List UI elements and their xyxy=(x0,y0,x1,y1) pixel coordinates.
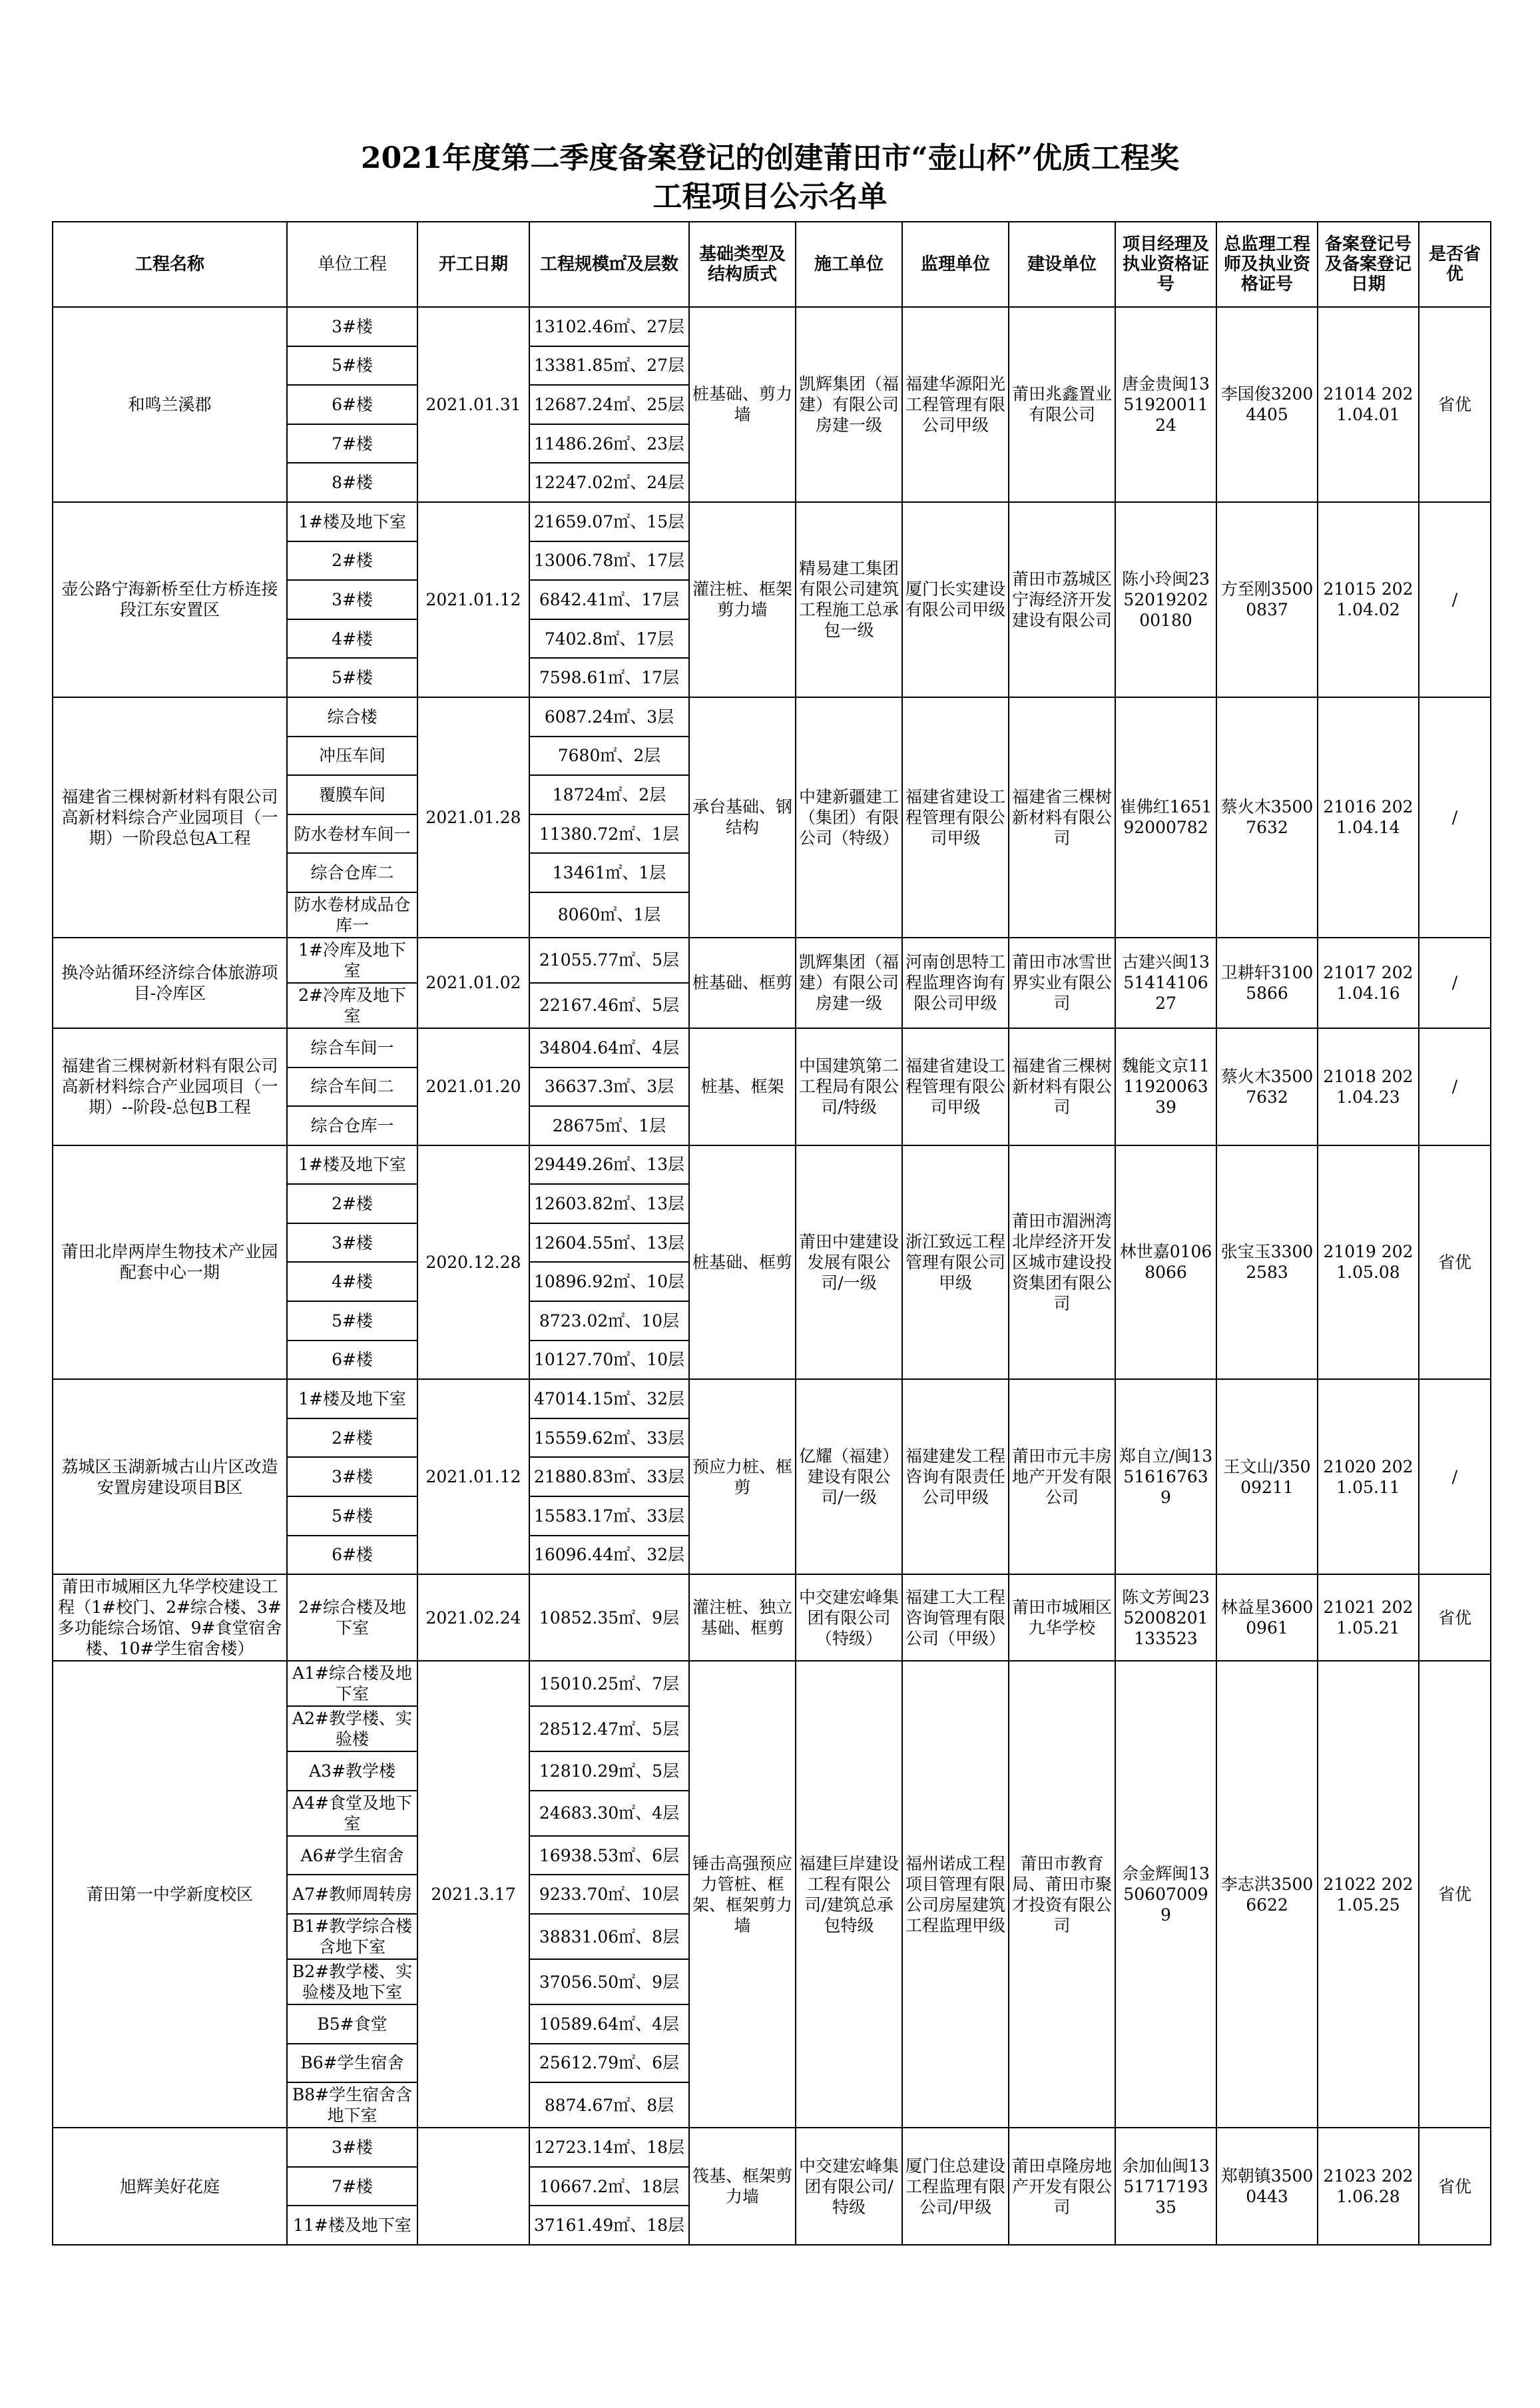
start-date: 2021.3.17 xyxy=(417,1661,529,2128)
builder: 中交建宏峰集团有限公司（特级） xyxy=(796,1574,902,1661)
unit-name: 5#楼 xyxy=(287,1301,417,1341)
table-row xyxy=(53,502,1491,541)
unit-scale: 37161.49㎡、18层 xyxy=(529,2206,689,2245)
unit-name: 综合仓库一 xyxy=(287,1106,417,1145)
supervisor: 福建省建设工程管理有限公司甲级 xyxy=(902,1028,1009,1145)
unit-name: 5#楼 xyxy=(287,658,417,697)
unit-scale: 18724㎡、2层 xyxy=(529,775,689,814)
provincial-award: / xyxy=(1419,1028,1491,1145)
registration: 21023 2021.06.28 xyxy=(1318,2128,1419,2245)
unit-scale: 38831.06㎡、8层 xyxy=(529,1914,689,1959)
project-name: 莆田北岸两岸生物技术产业园配套中心一期 xyxy=(53,1145,287,1380)
builder: 中建新疆建工（集团）有限公司（特级） xyxy=(796,697,902,938)
unit-scale: 10589.64㎡、4层 xyxy=(529,2004,689,2044)
unit-scale: 11380.72㎡、1层 xyxy=(529,814,689,854)
project-manager: 魏能文京111192006339 xyxy=(1115,1028,1216,1145)
unit-scale: 7402.8㎡、17层 xyxy=(529,619,689,659)
unit-name: 2#综合楼及地下室 xyxy=(287,1574,417,1661)
registration: 21016 2021.04.14 xyxy=(1318,697,1419,938)
foundation-type: 灌注桩、独立基础、框剪 xyxy=(689,1574,796,1661)
header-row xyxy=(53,222,1491,307)
unit-scale: 10852.35㎡、9层 xyxy=(529,1574,689,1661)
owner: 福建省三棵树新材料有限公司 xyxy=(1009,697,1115,938)
start-date: 2021.01.02 xyxy=(417,938,529,1028)
unit-scale: 16938.53㎡、6层 xyxy=(529,1836,689,1875)
table-row xyxy=(53,2128,1491,2167)
unit-scale: 36637.3㎡、3层 xyxy=(529,1067,689,1107)
unit-scale: 13461㎡、1层 xyxy=(529,853,689,892)
unit-scale: 10896.92㎡、10层 xyxy=(529,1262,689,1301)
table-row xyxy=(53,1661,1491,1706)
header-registration: 备案登记号及备案登记日期 xyxy=(1318,222,1419,307)
chief-supervisor: 蔡火木35007632 xyxy=(1216,697,1318,938)
project-name: 旭辉美好花庭 xyxy=(53,2128,287,2245)
builder: 中国建筑第二工程局有限公司/特级 xyxy=(796,1028,902,1145)
unit-scale: 12687.24㎡、25层 xyxy=(529,385,689,424)
supervisor: 厦门住总建设工程监理有限公司/甲级 xyxy=(902,2128,1009,2245)
unit-name: 11#楼及地下室 xyxy=(287,2206,417,2245)
unit-name: 7#楼 xyxy=(287,2167,417,2206)
unit-scale: 21055.77㎡、5层 xyxy=(529,938,689,983)
page-title-line1: 2021年度第二季度备案登记的创建莆田市“壶山杯”优质工程奖 xyxy=(360,141,1180,175)
unit-scale: 21659.07㎡、15层 xyxy=(529,502,689,541)
header-start-date: 开工日期 xyxy=(417,222,529,307)
project-manager: 郑自立/闽13516167639 xyxy=(1115,1379,1216,1574)
unit-name: 6#楼 xyxy=(287,385,417,424)
provincial-award: 省优 xyxy=(1419,1145,1491,1380)
chief-supervisor: 郑朝镇35000443 xyxy=(1216,2128,1318,2245)
provincial-award: / xyxy=(1419,697,1491,938)
unit-scale: 15010.25㎡、7层 xyxy=(529,1661,689,1706)
builder: 凯辉集团（福建）有限公司 房建一级 xyxy=(796,938,902,1028)
unit-name: B2#教学楼、实验楼及地下室 xyxy=(287,1959,417,2004)
project-manager: 余加仙闽135171719335 xyxy=(1115,2128,1216,2245)
project-name: 福建省三棵树新材料有限公司高新材料综合产业园项目（一期）--阶段-总包B工程 xyxy=(53,1028,287,1145)
unit-name: 1#冷库及地下室 xyxy=(287,938,417,983)
chief-supervisor: 王文山/35009211 xyxy=(1216,1379,1318,1574)
header-project-manager: 项目经理及执业资格证号 xyxy=(1115,222,1216,307)
start-date: 2021.01.12 xyxy=(417,502,529,697)
unit-name: 5#楼 xyxy=(287,1496,417,1536)
project-manager: 古建兴闽135141410627 xyxy=(1115,938,1216,1028)
unit-name: A4#食堂及地下室 xyxy=(287,1791,417,1836)
header-provincial-award: 是否省优 xyxy=(1419,222,1491,307)
unit-scale: 8874.67㎡、8层 xyxy=(529,2082,689,2128)
unit-scale: 8060㎡、1层 xyxy=(529,892,689,938)
unit-scale: 34804.64㎡、4层 xyxy=(529,1028,689,1067)
project-manager: 唐金贵闽135192001124 xyxy=(1115,307,1216,502)
unit-name: A7#教师周转房 xyxy=(287,1875,417,1914)
project-manager: 林世嘉01068066 xyxy=(1115,1145,1216,1380)
project-manager: 陈小玲闽235201920200180 xyxy=(1115,502,1216,697)
project-name: 福建省三棵树新材料有限公司高新材料综合产业园项目（一期）一阶段总包A工程 xyxy=(53,697,287,938)
project-name: 壶公路宁海新桥至仕方桥连接段江东安置区 xyxy=(53,502,287,697)
unit-name: 3#楼 xyxy=(287,580,417,619)
unit-scale: 21880.83㎡、33层 xyxy=(529,1457,689,1496)
project-manager: 陈文芳闽2352008201133523 xyxy=(1115,1574,1216,1661)
builder: 莆田中建建设发展有限公司/一级 xyxy=(796,1145,902,1380)
unit-name: 3#楼 xyxy=(287,2128,417,2167)
unit-name: 8#楼 xyxy=(287,463,417,502)
header-project-name: 工程名称 xyxy=(53,222,287,307)
unit-name: 防水卷材车间一 xyxy=(287,814,417,854)
owner: 莆田兆鑫置业有限公司 xyxy=(1009,307,1115,502)
foundation-type: 桩基础、框剪 xyxy=(689,938,796,1028)
unit-scale: 16096.44㎡、32层 xyxy=(529,1536,689,1575)
table-row xyxy=(53,1145,1491,1185)
header-unit: 单位工程 xyxy=(287,222,417,307)
owner: 莆田市湄洲湾北岸经济开发区城市建设投资集团有限公司 xyxy=(1009,1145,1115,1380)
start-date: 2020.12.28 xyxy=(417,1145,529,1380)
unit-scale: 25612.79㎡、6层 xyxy=(529,2044,689,2083)
unit-name: 覆膜车间 xyxy=(287,775,417,814)
registration: 21019 2021.05.08 xyxy=(1318,1145,1419,1380)
unit-name: 2#楼 xyxy=(287,1418,417,1458)
registration: 21017 2021.04.16 xyxy=(1318,938,1419,1028)
foundation-type: 桩基础、剪力墙 xyxy=(689,307,796,502)
provincial-award: / xyxy=(1419,502,1491,697)
builder: 精易建工集团有限公司建筑工程施工总承包一级 xyxy=(796,502,902,697)
unit-scale: 15559.62㎡、33层 xyxy=(529,1418,689,1458)
header-supervisor: 监理单位 xyxy=(902,222,1009,307)
unit-scale: 13381.85㎡、27层 xyxy=(529,346,689,386)
start-date: 2021.01.20 xyxy=(417,1028,529,1145)
foundation-type: 筏基、框架剪力墙 xyxy=(689,2128,796,2245)
foundation-type: 桩基础、框剪 xyxy=(689,1145,796,1380)
unit-scale: 15583.17㎡、33层 xyxy=(529,1496,689,1536)
table-row xyxy=(53,1379,1491,1418)
chief-supervisor: 方至刚35000837 xyxy=(1216,502,1318,697)
unit-scale: 12247.02㎡、24层 xyxy=(529,463,689,502)
unit-scale: 28675㎡、1层 xyxy=(529,1106,689,1145)
unit-name: 1#楼及地下室 xyxy=(287,502,417,541)
builder: 福建巨岸建设工程有限公司/建筑总承包特级 xyxy=(796,1661,902,2128)
builder: 中交建宏峰集团有限公司/特级 xyxy=(796,2128,902,2245)
unit-name: B8#学生宿舍含地下室 xyxy=(287,2082,417,2128)
owner: 莆田卓隆房地产开发有限公司 xyxy=(1009,2128,1115,2245)
chief-supervisor: 李国俊32004405 xyxy=(1216,307,1318,502)
unit-name: A3#教学楼 xyxy=(287,1751,417,1791)
unit-name: A6#学生宿舍 xyxy=(287,1836,417,1875)
start-date: 2021.02.24 xyxy=(417,1574,529,1661)
foundation-type: 桩基、框架 xyxy=(689,1028,796,1145)
table-row xyxy=(53,938,1491,983)
project-manager: 崔佛红165192000782 xyxy=(1115,697,1216,938)
supervisor: 福建华源阳光工程管理有限公司甲级 xyxy=(902,307,1009,502)
table-row xyxy=(53,307,1491,346)
supervisor: 福建建发工程咨询有限责任公司甲级 xyxy=(902,1379,1009,1574)
builder: 凯辉集团（福建）有限公司 房建一级 xyxy=(796,307,902,502)
unit-name: 7#楼 xyxy=(287,424,417,463)
unit-name: A1#综合楼及地下室 xyxy=(287,1661,417,1706)
unit-scale: 9233.70㎡、10层 xyxy=(529,1875,689,1914)
unit-name: 4#楼 xyxy=(287,1262,417,1301)
project-name: 荔城区玉湖新城古山片区改造安置房建设项目B区 xyxy=(53,1379,287,1574)
unit-name: 综合车间一 xyxy=(287,1028,417,1067)
unit-scale: 13006.78㎡、17层 xyxy=(529,541,689,581)
owner: 莆田市教育局、莆田市聚才投资有限公司 xyxy=(1009,1661,1115,2128)
table-body xyxy=(53,307,1491,2245)
registration: 21021 2021.05.21 xyxy=(1318,1574,1419,1661)
foundation-type: 预应力桩、框剪 xyxy=(689,1379,796,1574)
start-date: 2021.01.31 xyxy=(417,307,529,502)
unit-name: 冲压车间 xyxy=(287,737,417,776)
project-name: 和鸣兰溪郡 xyxy=(53,307,287,502)
unit-name: 2#楼 xyxy=(287,541,417,581)
unit-name: 综合楼 xyxy=(287,697,417,737)
unit-scale: 10667.2㎡、18层 xyxy=(529,2167,689,2206)
unit-scale: 7598.61㎡、17层 xyxy=(529,658,689,697)
table-row xyxy=(53,1574,1491,1661)
unit-scale: 8723.02㎡、10层 xyxy=(529,1301,689,1341)
owner: 莆田市荔城区宁海经济开发建设有限公司 xyxy=(1009,502,1115,697)
supervisor: 厦门长实建设有限公司甲级 xyxy=(902,502,1009,697)
supervisor: 福建省建设工程管理有限公司甲级 xyxy=(902,697,1009,938)
unit-scale: 22167.46㎡、5层 xyxy=(529,983,689,1028)
chief-supervisor: 林益星36000961 xyxy=(1216,1574,1318,1661)
project-table xyxy=(52,221,1491,2246)
unit-name: 5#楼 xyxy=(287,346,417,386)
unit-name: 2#冷库及地下室 xyxy=(287,983,417,1028)
supervisor: 福州诺成工程项目管理有限公司房屋建筑工程监理甲级 xyxy=(902,1661,1009,2128)
chief-supervisor: 卫耕轩31005866 xyxy=(1216,938,1318,1028)
header-builder: 施工单位 xyxy=(796,222,902,307)
chief-supervisor: 李志洪35006622 xyxy=(1216,1661,1318,2128)
unit-name: 3#楼 xyxy=(287,1223,417,1263)
unit-scale: 7680㎡、2层 xyxy=(529,737,689,776)
header-owner: 建设单位 xyxy=(1009,222,1115,307)
project-name: 莆田市城厢区九华学校建设工程（1#校门、2#综合楼、3#多功能综合场馆、9#食堂宿舍楼、10#学生宿舍楼） xyxy=(53,1574,287,1661)
unit-scale: 28512.47㎡、5层 xyxy=(529,1706,689,1751)
start-date: 2021.01.28 xyxy=(417,697,529,938)
unit-name: B6#学生宿舍 xyxy=(287,2044,417,2083)
header-chief-supervisor: 总监理工程师及执业资格证号 xyxy=(1216,222,1318,307)
unit-scale: 6842.41㎡、17层 xyxy=(529,580,689,619)
supervisor: 福建工大工程咨询管理有限公司（甲级） xyxy=(902,1574,1009,1661)
foundation-type: 锤击高强预应力管桩、框架、框架剪力墙 xyxy=(689,1661,796,2128)
provincial-award: / xyxy=(1419,1379,1491,1574)
owner: 莆田市冰雪世界实业有限公司 xyxy=(1009,938,1115,1028)
unit-name: 6#楼 xyxy=(287,1536,417,1575)
chief-supervisor: 蔡火木35007632 xyxy=(1216,1028,1318,1145)
project-manager: 佘金辉闽13506070099 xyxy=(1115,1661,1216,2128)
unit-scale: 12603.82㎡、13层 xyxy=(529,1184,689,1223)
provincial-award: 省优 xyxy=(1419,2128,1491,2245)
registration: 21014 2021.04.01 xyxy=(1318,307,1419,502)
unit-scale: 10127.70㎡、10层 xyxy=(529,1341,689,1380)
start-date: 2021.01.12 xyxy=(417,1379,529,1574)
foundation-type: 灌注桩、框架剪力墙 xyxy=(689,502,796,697)
unit-name: 2#楼 xyxy=(287,1184,417,1223)
unit-name: 1#楼及地下室 xyxy=(287,1379,417,1418)
unit-name: 防水卷材成品仓库一 xyxy=(287,892,417,938)
unit-scale: 12810.29㎡、5层 xyxy=(529,1751,689,1791)
owner: 莆田市城厢区九华学校 xyxy=(1009,1574,1115,1661)
project-name: 莆田第一中学新度校区 xyxy=(53,1661,287,2128)
unit-name: B1#教学综合楼含地下室 xyxy=(287,1914,417,1959)
table-row xyxy=(53,697,1491,737)
supervisor: 浙江致远工程管理有限公司甲级 xyxy=(902,1145,1009,1380)
provincial-award: 省优 xyxy=(1419,307,1491,502)
unit-name: 6#楼 xyxy=(287,1341,417,1380)
provincial-award: / xyxy=(1419,938,1491,1028)
unit-scale: 13102.46㎡、27层 xyxy=(529,307,689,346)
registration: 21020 2021.05.11 xyxy=(1318,1379,1419,1574)
unit-name: A2#教学楼、实验楼 xyxy=(287,1706,417,1751)
unit-scale: 37056.50㎡、9层 xyxy=(529,1959,689,2004)
unit-scale: 47014.15㎡、32层 xyxy=(529,1379,689,1418)
provincial-award: 省优 xyxy=(1419,1574,1491,1661)
unit-scale: 6087.24㎡、3层 xyxy=(529,697,689,737)
unit-name: B5#食堂 xyxy=(287,2004,417,2044)
unit-scale: 24683.30㎡、4层 xyxy=(529,1791,689,1836)
chief-supervisor: 张宝玉33002583 xyxy=(1216,1145,1318,1380)
unit-scale: 12723.14㎡、18层 xyxy=(529,2128,689,2167)
builder: 亿耀（福建）建设有限公司/一级 xyxy=(796,1379,902,1574)
foundation-type: 承台基础、钢结构 xyxy=(689,697,796,938)
header-scale: 工程规模㎡及层数 xyxy=(529,222,689,307)
unit-name: 综合车间二 xyxy=(287,1067,417,1107)
unit-name: 3#楼 xyxy=(287,307,417,346)
unit-name: 综合仓库二 xyxy=(287,853,417,892)
owner: 莆田市元丰房地产开发有限公司 xyxy=(1009,1379,1115,1574)
registration: 21015 2021.04.02 xyxy=(1318,502,1419,697)
unit-scale: 29449.26㎡、13层 xyxy=(529,1145,689,1185)
start-date xyxy=(417,2128,529,2245)
project-name: 换冷站循环经济综合体旅游项目-冷库区 xyxy=(53,938,287,1028)
table-row xyxy=(53,1028,1491,1067)
page-title-line2: 工程项目公示名单 xyxy=(652,180,888,214)
registration: 21018 2021.04.23 xyxy=(1318,1028,1419,1145)
registration: 21022 2021.05.25 xyxy=(1318,1661,1419,2128)
unit-scale: 11486.26㎡、23层 xyxy=(529,424,689,463)
unit-name: 1#楼及地下室 xyxy=(287,1145,417,1185)
unit-name: 4#楼 xyxy=(287,619,417,659)
unit-scale: 12604.55㎡、13层 xyxy=(529,1223,689,1263)
header-foundation: 基础类型及结构质式 xyxy=(689,222,796,307)
unit-name: 3#楼 xyxy=(287,1457,417,1496)
provincial-award: 省优 xyxy=(1419,1661,1491,2128)
supervisor: 河南创思特工程监理咨询有限公司甲级 xyxy=(902,938,1009,1028)
owner: 福建省三棵树新材料有限公司 xyxy=(1009,1028,1115,1145)
